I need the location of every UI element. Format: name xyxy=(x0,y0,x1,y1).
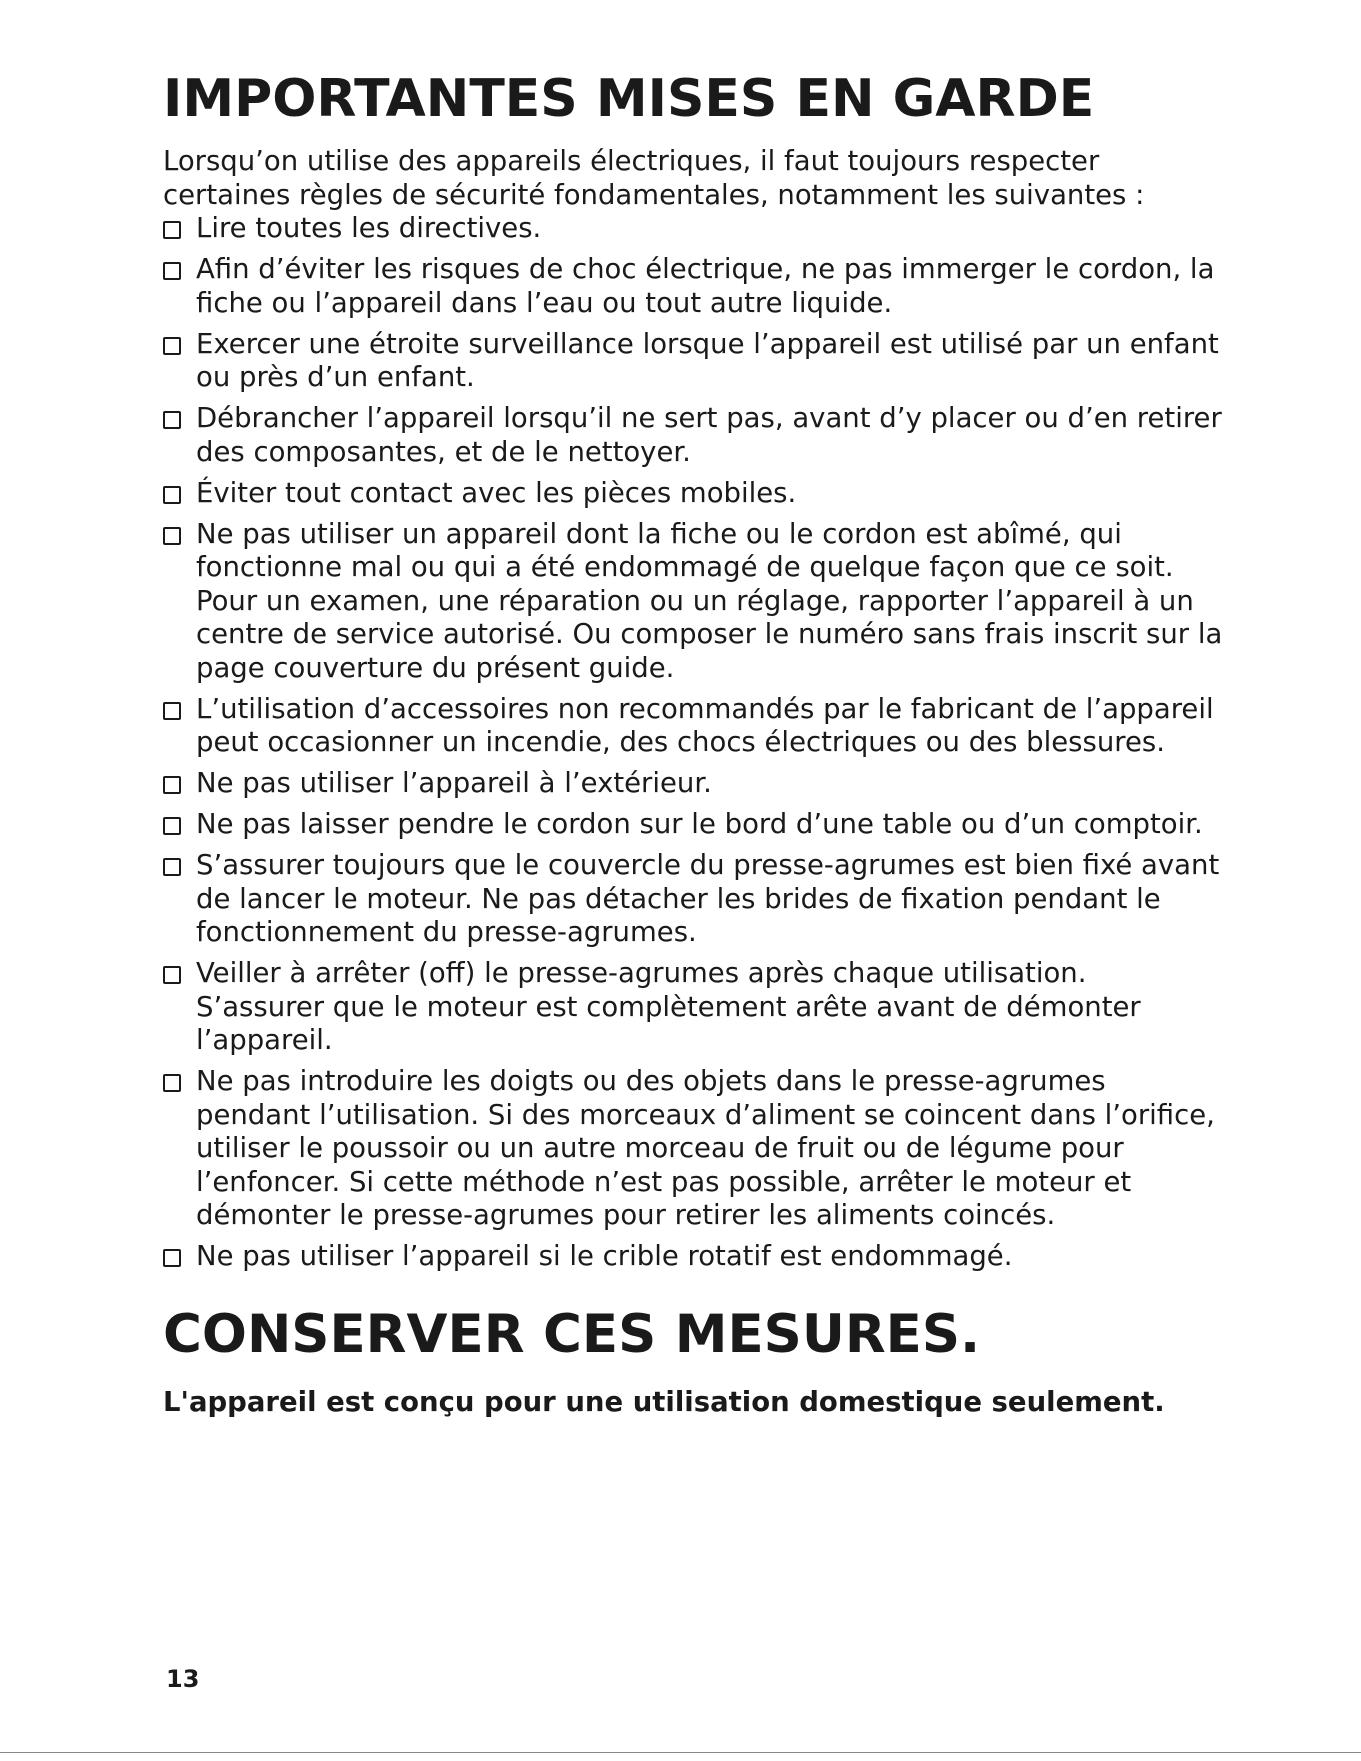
save-instructions-heading: CONSERVER CES MESURES. xyxy=(163,1303,981,1365)
checkbox-icon xyxy=(163,1249,181,1267)
warning-item xyxy=(163,808,1223,842)
warning-text: S’assurer toujours que le couvercle du presse-agrumes est bien fixé avant de lancer le moteur. Ne pas détacher les brides de fixation pendant le fonctionnement du presse-agrumes. xyxy=(196,849,1220,948)
warning-text: Débrancher l’appareil lorsqu’il ne sert pas, avant d’y placer ou d’en retirer des composantes, et de le nettoyer. xyxy=(196,402,1222,468)
checkbox-icon xyxy=(163,966,181,984)
checkbox-icon xyxy=(163,527,181,545)
bottom-divider xyxy=(0,1752,1361,1753)
warning-item xyxy=(163,693,1223,760)
warning-text: Afin d’éviter les risques de choc électrique, ne pas immerger le cordon, la fiche ou l’appareil dans l’eau ou tout autre liquide. xyxy=(196,253,1215,319)
warning-item xyxy=(163,849,1223,950)
warning-text: Veiller à arrêter (off) le presse-agrumes après chaque utilisation. S’assurer que le moteur est complètement arête avant de démonter l’appareil. xyxy=(196,957,1141,1056)
checkbox-icon xyxy=(163,411,181,429)
warnings-list xyxy=(163,212,1223,1274)
warning-item xyxy=(163,328,1223,395)
page-title: IMPORTANTES MISES EN GARDE xyxy=(163,69,1095,129)
warning-text: Ne pas utiliser l’appareil si le crible rotatif est endommagé. xyxy=(196,1240,1013,1272)
checkbox-icon xyxy=(163,817,181,835)
warning-item xyxy=(163,1065,1223,1233)
warning-item xyxy=(163,253,1223,320)
checkbox-icon xyxy=(163,858,181,876)
warning-item xyxy=(163,957,1223,1058)
warning-item xyxy=(163,212,1223,246)
checkbox-icon xyxy=(163,262,181,280)
warning-item xyxy=(163,402,1223,469)
warning-item xyxy=(163,477,1223,511)
household-use-note: L'appareil est conçu pour une utilisation domestique seulement. xyxy=(163,1385,1165,1418)
warning-text: Ne pas utiliser l’appareil à l’extérieur. xyxy=(196,767,712,799)
checkbox-icon xyxy=(163,776,181,794)
warning-text: L’utilisation d’accessoires non recommandés par le fabricant de l’appareil peut occasionner un incendie, des chocs électriques ou des blessures. xyxy=(196,692,1214,758)
warning-text: Ne pas utiliser un appareil dont la fiche ou le cordon est abîmé, qui fonctionne mal ou qui a été endommagé de quelque façon que ce soit. Pour un examen, une réparation ou un réglage, rapporter l’appareil à un centre de service autorisé. Ou composer le numéro sans frais inscrit sur la page couverture du présent guide. xyxy=(196,517,1223,684)
warning-text: Lire toutes les directives. xyxy=(196,212,542,244)
checkbox-icon xyxy=(163,337,181,355)
page-number: 13 xyxy=(166,1665,200,1693)
document-page xyxy=(163,58,1223,1422)
checkbox-icon xyxy=(163,702,181,720)
warning-text: Ne pas introduire les doigts ou des objets dans le presse-agrumes pendant l’utilisation. Si des morceaux d’aliment se coincent dans l’orifice, utiliser le poussoir ou un autre morceau de fruit ou de légume pour l’enfoncer. Si cette méthode n’est pas possible, arrêter le moteur et démonter le presse-agrumes pour retirer les aliments coincés. xyxy=(196,1065,1215,1231)
warning-text: Exercer une étroite surveillance lorsque l’appareil est utilisé par un enfant ou près d’un enfant. xyxy=(196,327,1219,393)
checkbox-icon xyxy=(163,221,181,239)
intro-paragraph: Lorsqu’on utilise des appareils électriques, il faut toujours respecter certaines règles de sécurité fondamentales, notamment les suivantes : xyxy=(163,145,1145,211)
warning-item xyxy=(163,767,1223,801)
warning-text: Éviter tout contact avec les pièces mobiles. xyxy=(196,476,797,509)
checkbox-icon xyxy=(163,1074,181,1092)
warning-text: Ne pas laisser pendre le cordon sur le bord d’une table ou d’un comptoir. xyxy=(196,808,1203,840)
warning-item xyxy=(163,1240,1223,1274)
checkbox-icon xyxy=(163,486,181,504)
warning-item xyxy=(163,518,1223,686)
